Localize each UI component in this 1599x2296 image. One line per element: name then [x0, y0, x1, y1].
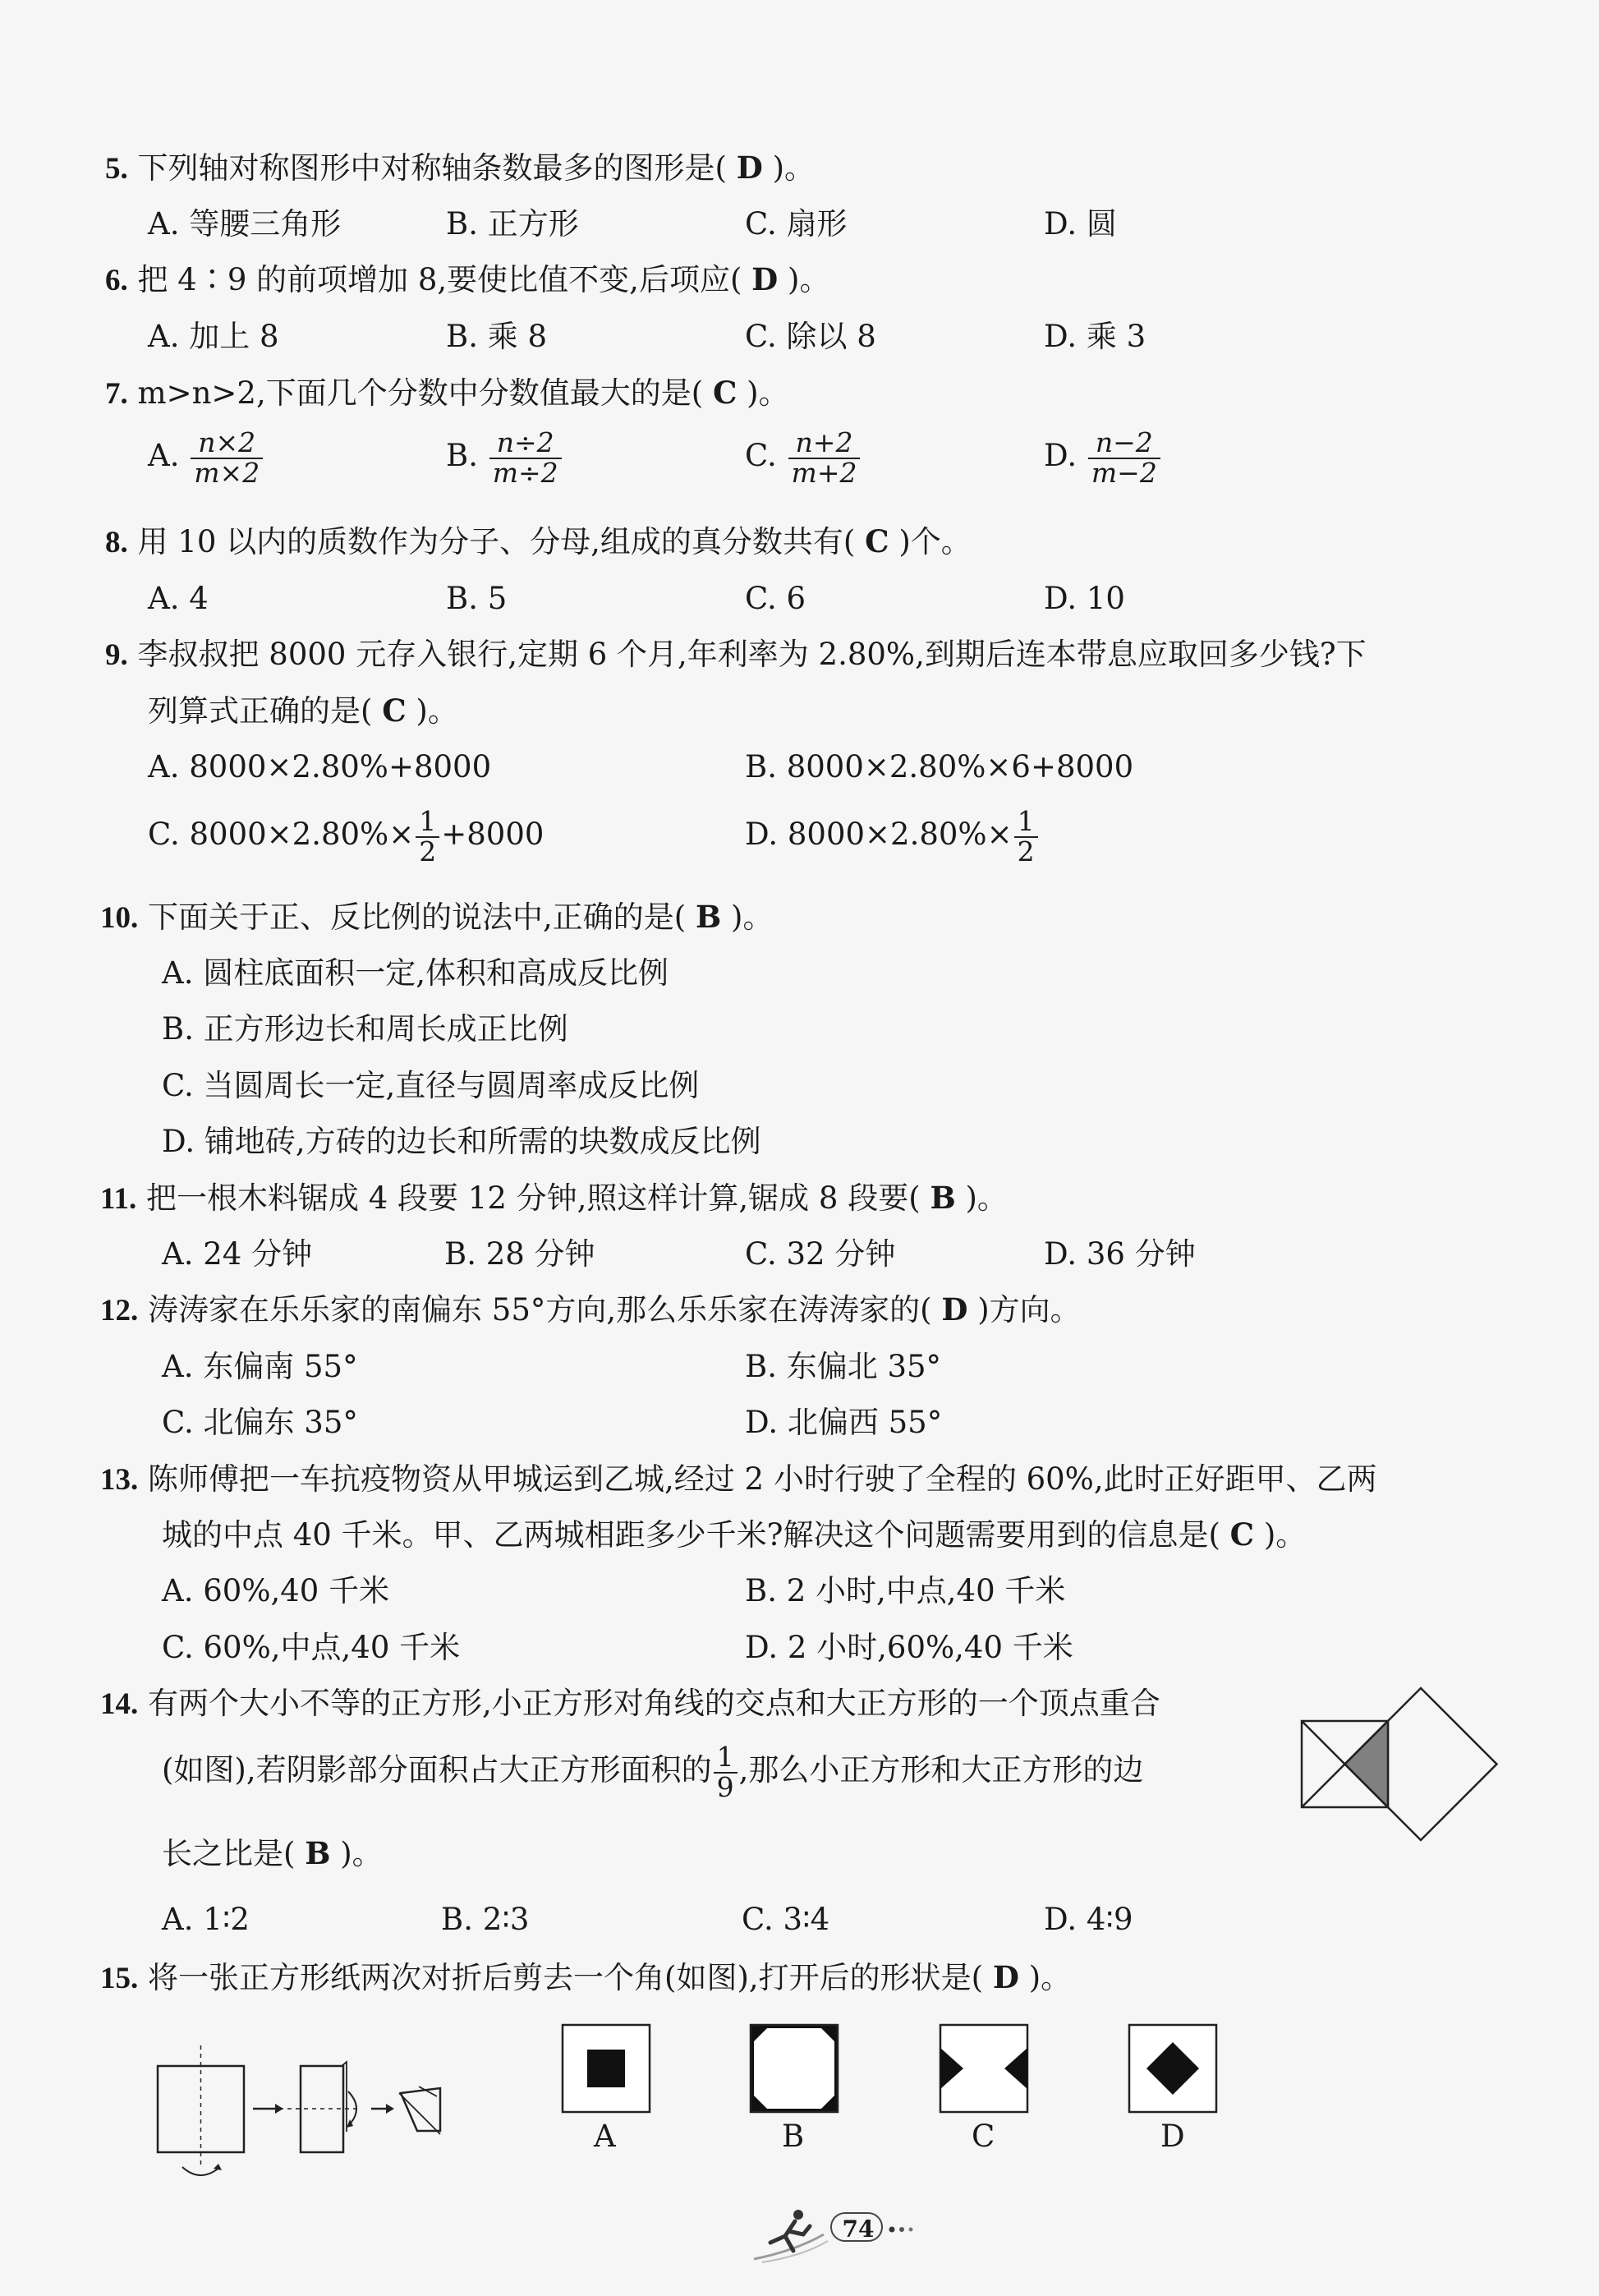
folding-diagram	[148, 2029, 476, 2185]
fraction-denominator: 9	[716, 1770, 734, 1803]
option-c: C. 扇形	[745, 206, 848, 242]
fraction	[788, 426, 861, 489]
option-c: C. 北偏东 35°	[162, 1405, 358, 1440]
option-text: D. 8000×2.80%×	[745, 817, 1013, 853]
option-letter: A.	[148, 438, 180, 474]
fraction-denominator: m+2	[791, 456, 857, 489]
question-text: 下列轴对称图形中对称轴条数最多的图形是(	[137, 150, 727, 186]
choice-c-label: C	[972, 2119, 995, 2154]
option-b	[446, 426, 563, 489]
option-letter: D.	[1044, 438, 1077, 474]
answer: B	[305, 1835, 331, 1871]
fraction-numerator: n×2	[191, 429, 263, 459]
question-text-end: )。	[772, 150, 816, 186]
option-c	[148, 805, 544, 867]
option-b: B. 乘 8	[446, 319, 548, 354]
fraction-denominator: 2	[419, 835, 437, 867]
option-c: C. 60%,中点,40 千米	[162, 1630, 461, 1665]
fraction-numerator: 1	[416, 808, 439, 838]
answer: C	[865, 523, 889, 559]
option-b: B. 正方形边长和周长成正比例	[162, 1011, 568, 1047]
option-c: C. 32 分钟	[745, 1236, 896, 1272]
question-number: 14.	[100, 1687, 139, 1721]
option-d: D. 36 分钟	[1044, 1236, 1196, 1272]
option-b: B. 2 小时,中点,40 千米	[745, 1573, 1066, 1608]
fraction-denominator: m−2	[1091, 456, 1157, 489]
option-b: B. 5	[446, 581, 508, 616]
question-text: 下面关于正、反比例的说法中,正确的是(	[148, 900, 687, 935]
option-a: A. 8000×2.80%+8000	[148, 749, 492, 785]
question-text: (如图),若阴影部分面积占大正方形面积的	[162, 1752, 712, 1788]
question-text: 李叔叔把 8000 元存入银行,定期 6 个月,年利率为 2.80%,到期后连本带息应取回多少钱?下	[137, 637, 1367, 672]
question-number: 13.	[100, 1463, 139, 1497]
question-number: 15.	[100, 1962, 139, 1995]
question-text: 城的中点 40 千米。甲、乙两城相距多少千米?解决这个问题需要用到的信息是(	[162, 1517, 1220, 1553]
answer: C	[1229, 1516, 1255, 1553]
question-13-line2	[162, 1516, 1307, 1553]
option-a: A. 加上 8	[148, 319, 279, 354]
choice-a-label: A	[594, 2119, 616, 2154]
option-letter: B.	[446, 438, 478, 474]
fraction-denominator: 2	[1017, 835, 1035, 867]
fraction-numerator: n−2	[1088, 429, 1160, 459]
fraction-denominator: m÷2	[492, 456, 558, 489]
question-number: 8.	[105, 526, 128, 559]
question-text-end: )。	[416, 693, 458, 729]
option-text: C. 8000×2.80%×	[148, 817, 415, 853]
question-text: 用 10 以内的质数作为分子、分母,组成的真分数共有(	[137, 524, 856, 559]
fraction-numerator: n÷2	[489, 429, 562, 459]
option-d: D. 乘 3	[1044, 319, 1146, 354]
option-c: C. 6	[745, 581, 806, 616]
option-d: D. 4∶9	[1044, 1902, 1133, 1937]
question-number: 10.	[100, 901, 139, 935]
fraction-numerator: 1	[714, 1743, 737, 1774]
question-text: ,那么小正方形和大正方形的边	[738, 1752, 1144, 1788]
question-text: m>n>2,下面几个分数中分数值最大的是(	[137, 375, 704, 411]
option-b: B. 东偏北 35°	[745, 1349, 942, 1384]
option-d: D. 北偏西 55°	[745, 1405, 943, 1440]
option-c: C. 3∶4	[742, 1902, 830, 1937]
question-5	[105, 150, 816, 186]
question-12	[100, 1291, 1081, 1327]
page-number: 74	[842, 2215, 875, 2243]
question-number: 7.	[105, 377, 128, 411]
question-number: 9.	[105, 638, 128, 672]
option-a: A. 60%,40 千米	[162, 1573, 390, 1608]
question-text: 把 4∶9 的前项增加 8,要使比值不变,后项应(	[137, 262, 742, 297]
option-c: C. 除以 8	[745, 319, 876, 354]
option-d: D. 圆	[1044, 206, 1117, 242]
option-c	[745, 426, 862, 489]
answer: D	[992, 1959, 1019, 1995]
question-14-line2	[162, 1743, 1143, 1801]
question-text: 有两个大小不等的正方形,小正方形对角线的交点和大正方形的一个顶点重合	[148, 1686, 1160, 1721]
question-14	[100, 1688, 1160, 1719]
fraction-numerator: n+2	[788, 429, 861, 459]
option-text: +8000	[441, 817, 544, 853]
fraction-denominator: m×2	[194, 456, 260, 489]
question-number: 12.	[100, 1294, 139, 1327]
option-b: B. 正方形	[446, 206, 579, 242]
question-14-line3	[162, 1835, 383, 1871]
fraction	[416, 805, 439, 867]
answer: D	[751, 261, 779, 297]
option-d: D. 10	[1044, 581, 1125, 616]
option-d: D. 2 小时,60%,40 千米	[745, 1630, 1073, 1665]
fraction	[1014, 805, 1038, 867]
answer: D	[941, 1291, 968, 1327]
question-text: 列算式正确的是(	[148, 693, 373, 729]
choice-b-label: B	[782, 2119, 805, 2154]
option-a: A. 东偏南 55°	[162, 1349, 358, 1384]
fraction-numerator: 1	[1014, 808, 1038, 838]
question-text-end: )。	[965, 1180, 1008, 1216]
answer: C	[382, 692, 407, 729]
option-c: C. 当圆周长一定,直径与圆周率成反比例	[162, 1068, 700, 1103]
fraction	[714, 1743, 737, 1801]
choice-b-figure	[749, 2023, 839, 2114]
question-9-line2	[148, 692, 458, 729]
question-15	[100, 1959, 1072, 1995]
answer: C	[712, 375, 737, 411]
option-a: A. 24 分钟	[162, 1236, 313, 1272]
fraction	[191, 426, 263, 489]
choice-c-figure	[939, 2023, 1029, 2114]
option-a: A. 4	[148, 581, 209, 616]
option-a: A. 等腰三角形	[148, 206, 342, 242]
question-text: 长之比是(	[162, 1836, 296, 1871]
question-text: 将一张正方形纸两次对折后剪去一个角(如图),打开后的形状是(	[148, 1960, 984, 1995]
option-letter: C.	[745, 438, 777, 474]
question-7	[105, 375, 789, 411]
question-8	[105, 523, 972, 559]
question-9	[105, 639, 1367, 670]
question-text-end: )。	[731, 900, 774, 935]
question-text: 陈师傅把一车抗疫物资从甲城运到乙城,经过 2 小时行驶了全程的 60%,此时正好距甲、乙两	[148, 1461, 1377, 1497]
option-d	[1044, 426, 1162, 489]
question-text: 把一根木料锯成 4 段要 12 分钟,照这样计算,锯成 8 段要(	[145, 1180, 921, 1216]
option-a: A. 1∶2	[162, 1902, 250, 1937]
squares-figure	[1298, 1684, 1503, 1848]
option-a: A. 圆柱底面积一定,体积和高成反比例	[162, 955, 669, 991]
option-d	[745, 805, 1040, 867]
choice-d-figure	[1128, 2023, 1218, 2114]
question-10	[100, 899, 774, 935]
question-text-end: )。	[340, 1836, 383, 1871]
question-text-end: )个。	[898, 524, 972, 559]
option-b: B. 8000×2.80%×6+8000	[745, 749, 1134, 785]
choice-d-label: D	[1160, 2119, 1185, 2154]
question-text-end: )。	[788, 262, 830, 297]
question-text-end: )。	[1263, 1517, 1307, 1553]
question-text-end: )。	[747, 375, 789, 411]
question-number: 11.	[100, 1182, 137, 1216]
question-text-end: )。	[1028, 1960, 1072, 1995]
fraction	[1088, 426, 1160, 489]
question-6	[105, 261, 830, 297]
answer: D	[736, 150, 763, 186]
choice-a-figure	[561, 2023, 651, 2114]
fraction	[489, 426, 562, 489]
question-text-end: )方向。	[977, 1292, 1081, 1327]
option-a	[148, 426, 264, 489]
option-d: D. 铺地砖,方砖的边长和所需的块数成反比例	[162, 1124, 761, 1159]
option-b: B. 28 分钟	[444, 1236, 595, 1272]
option-b: B. 2∶3	[441, 1902, 530, 1937]
answer: B	[695, 899, 722, 935]
question-text: 涛涛家在乐乐家的南偏东 55°方向,那么乐乐家在涛涛家的(	[148, 1292, 932, 1327]
question-13	[100, 1461, 1377, 1497]
answer: B	[930, 1180, 956, 1216]
question-number: 5.	[105, 152, 128, 186]
question-number: 6.	[105, 264, 128, 297]
question-11	[100, 1180, 1008, 1216]
